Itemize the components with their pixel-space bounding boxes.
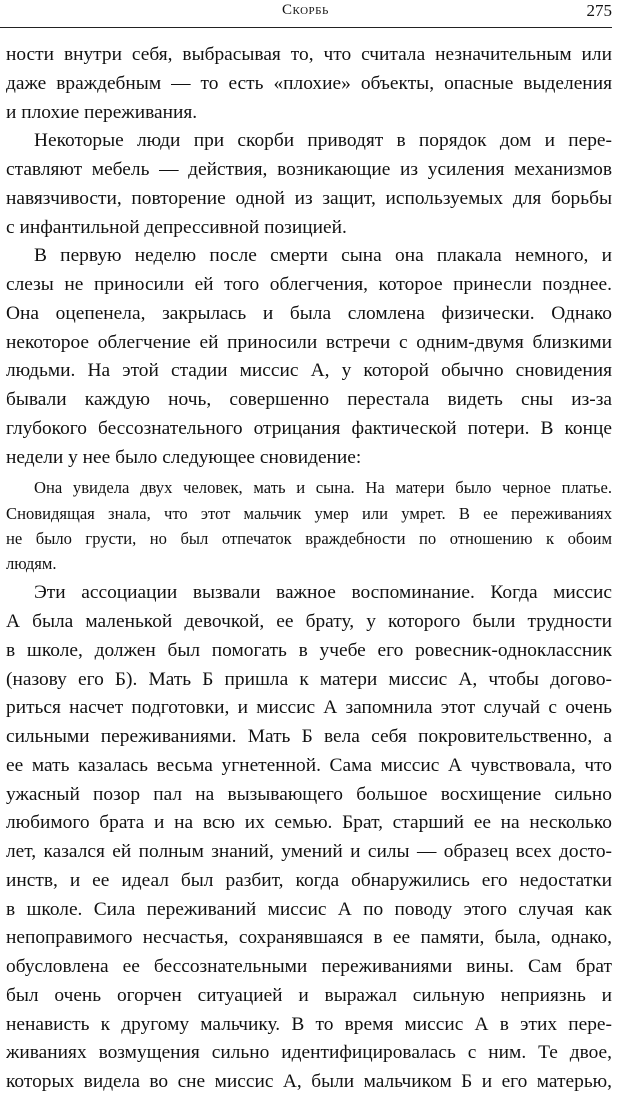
- text-line: ее мать казалась весьма угнетенной. Сама миссис А чувствовала, что: [6, 754, 612, 776]
- dream-quote: [6, 475, 612, 576]
- text-line: в школе, должен был помогать в учебе его ровесник-одноклассник: [6, 639, 612, 661]
- text-line: слезы не приносили ей того облегчения, которое принесли позднее.: [6, 274, 612, 295]
- quote-line: Она увидела двух человек, мать и сына. На матери было черное платье.: [34, 478, 612, 498]
- text-line: сильными переживаниями. Мать Б вела себя покровительственно, а: [6, 726, 612, 748]
- text-line: А была маленькой девочкой, ее брату, у которого были трудности: [6, 611, 612, 633]
- text-line: которых видела во сне миссис А, были мальчиком Б и его матерью,: [6, 1071, 612, 1093]
- text-line: ставляют мебель — действия, возникающие из усиления механизмов: [6, 159, 612, 180]
- text-line: людьми. На этой стадии миссис А, у которой обычно сновидения: [6, 360, 612, 382]
- text-line: навязчивости, повторение одной из защит, используемых для борьбы: [6, 187, 612, 209]
- text-line: ужасный позор пал на вызывающего большое восхищение сильно: [6, 783, 612, 805]
- text-line: Она оцепенела, закрылась и была сломлена физически. Однако: [6, 302, 612, 324]
- text-line: Эти ассоциации вызвали важное воспоминание. Когда миссис: [34, 582, 612, 604]
- text-line: с инфантильной депрессивной позицией.: [6, 216, 347, 238]
- text-line: в школе. Сила переживаний миссис А по поводу этого случая как: [6, 898, 612, 920]
- text-line: и плохие переживания.: [6, 101, 198, 123]
- quote-line: не было грусти, но был отпечаток враждебности по отношению к обоим: [6, 528, 612, 548]
- header-rule: [0, 27, 612, 28]
- text-line: недели у нее было следующее сновидение:: [6, 446, 362, 468]
- text-line: В первую неделю после смерти сына она плакала немного, и: [34, 245, 612, 267]
- text-line: (назову его Б). Мать Б пришла к матери миссис А, чтобы догово-: [6, 668, 612, 690]
- text-line: обусловлена ее бессознательными переживаниями вины. Сам брат: [6, 956, 612, 978]
- text-line: даже враждебным — то есть «плохие» объекты, опасные выделения: [6, 72, 612, 94]
- text-line: Некоторые люди при скорби приводят в порядок дом и пере-: [34, 130, 612, 152]
- quote-line: Сновидящая знала, что этот мальчик умер или умрет. В ее переживаниях: [6, 503, 612, 523]
- text-line: живаниях возмущения сильно идентифицировалась с ним. Те двое,: [6, 1042, 612, 1064]
- text-line: глубокого бессознательного отрицания фактической потери. В конце: [6, 417, 612, 439]
- running-title: Скорбь: [282, 2, 329, 18]
- text-line: риться насчет подготовки, и миссис А запомнила этот случай с очень: [6, 697, 612, 719]
- text-line: ненависть к другому мальчику. В то время миссис А в этих пере-: [6, 1013, 612, 1035]
- text-line: был очень огорчен ситуацией и выражал сильную неприязнь и: [6, 984, 612, 1006]
- text-line: лет, казался ей полным знаний, умений и силы — образец всех досто-: [6, 841, 612, 863]
- text-line: некоторое облегчение ей приносили встречи с одним-двумя близкими: [6, 331, 612, 353]
- text-line: бывали каждую ночь, совершенно перестала видеть сны из-за: [6, 389, 612, 410]
- text-line: непоправимого несчастья, сохранявшаяся в ее памяти, была, однако,: [6, 927, 612, 949]
- text-line: инств, и ее идеал был разбит, когда обнаружились его недостатки: [6, 869, 612, 891]
- text-line: любимого брата и на всю их семью. Брат, старший ее на несколько: [6, 812, 612, 834]
- running-header: [0, 0, 620, 30]
- body-text: [6, 41, 612, 1097]
- page-number: 275: [586, 1, 612, 20]
- text-line: ности внутри себя, выбрасывая то, что считала незначительным или: [6, 44, 612, 65]
- quote-line: людям.: [6, 554, 57, 574]
